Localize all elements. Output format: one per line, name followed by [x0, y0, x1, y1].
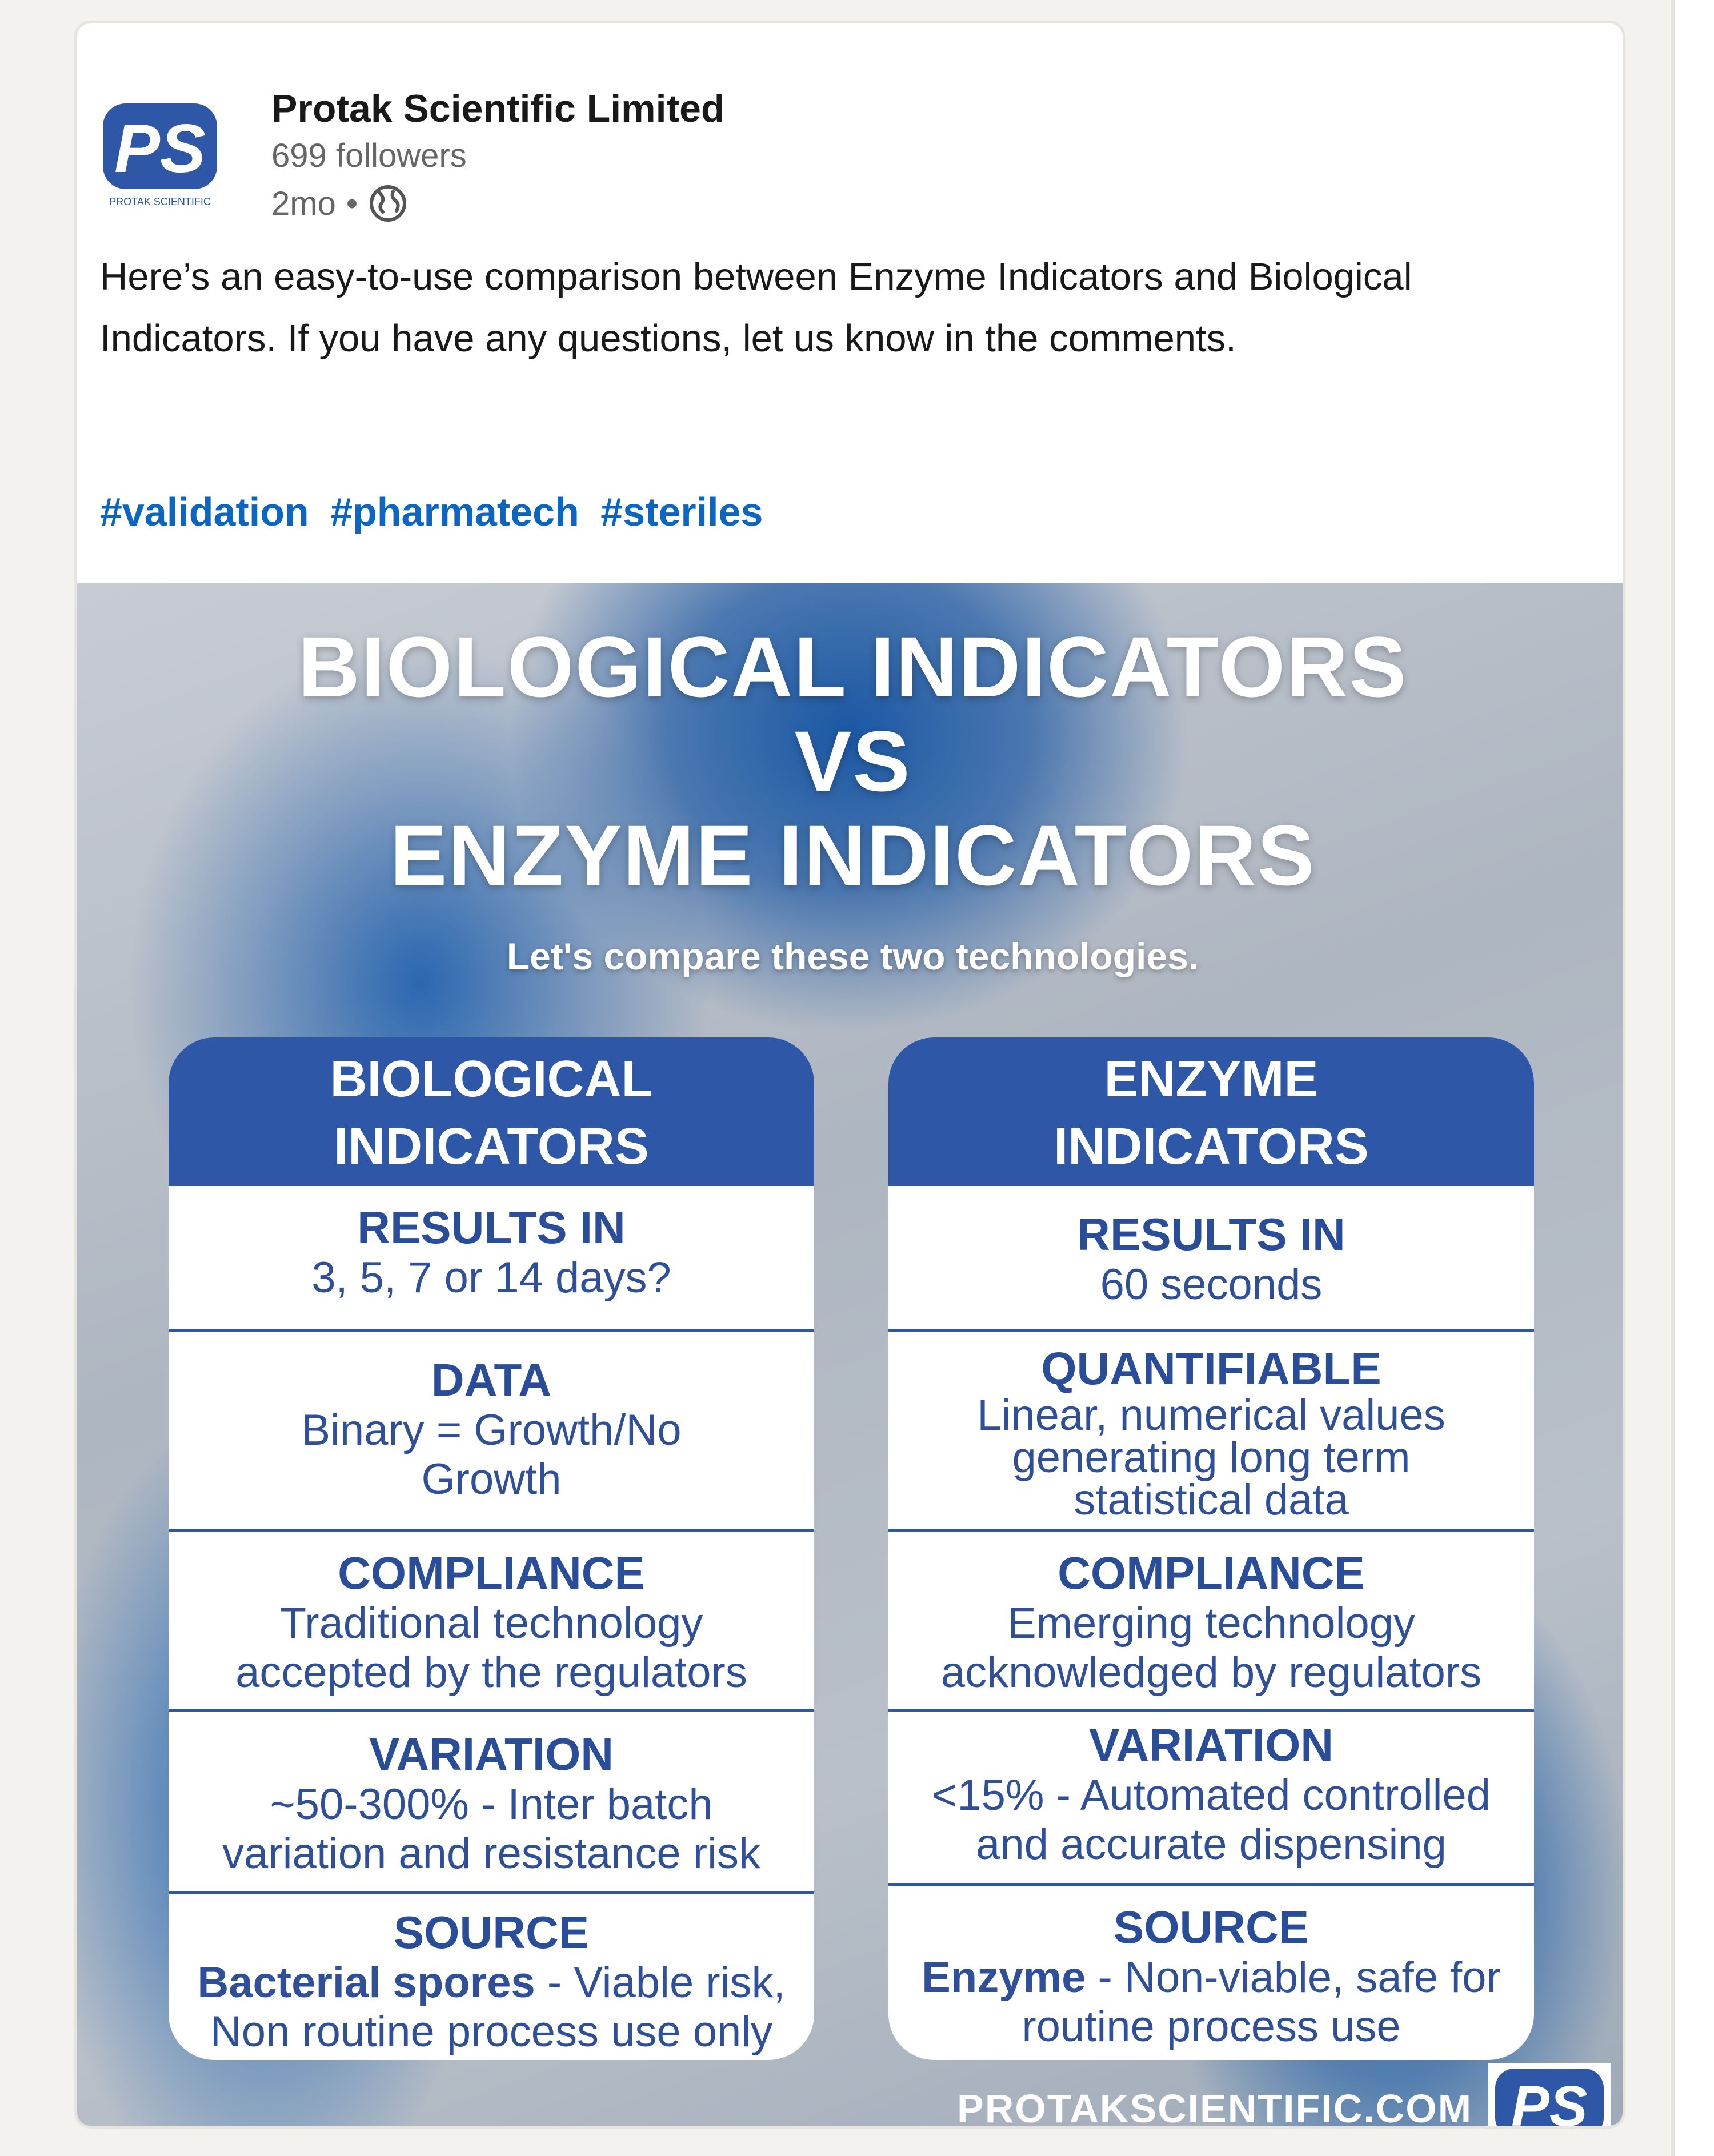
row-text-rest: - Viable risk, Non routine process use only: [210, 1958, 786, 2056]
row-title: SOURCE: [1113, 1902, 1309, 1953]
row-text: Traditional technology accepted by the regulators: [235, 1599, 747, 1697]
post-card: [74, 21, 1625, 2129]
right-rail: [1671, 0, 1714, 2156]
panel-header-line2: INDICATORS: [1054, 1118, 1369, 1175]
panel-header-line1: ENZYME: [1104, 1051, 1319, 1108]
hashtag-link[interactable]: #validation: [100, 490, 309, 534]
comparison-row: [169, 1329, 814, 1529]
comparison-row: [169, 1529, 814, 1709]
row-text-bold: Bacterial spores: [197, 1958, 535, 2007]
row-text: Linear, numerical values generating long term statistical data: [977, 1391, 1445, 1524]
company-logo-avatar[interactable]: [100, 98, 220, 212]
biological-indicators-panel: [169, 1037, 814, 2060]
comparison-row: [169, 1183, 814, 1329]
row-title: DATA: [431, 1354, 552, 1405]
row-text: ~50-300% - Inter batch variation and resistance risk: [222, 1780, 760, 1878]
row-text: 60 seconds: [1100, 1260, 1323, 1309]
row-text: [906, 1953, 1517, 2051]
avatar-logo-text: PS: [114, 110, 206, 187]
author-name[interactable]: Protak Scientific Limited: [271, 87, 725, 130]
row-title: QUANTIFIABLE: [1041, 1343, 1381, 1394]
row-title: SOURCE: [393, 1907, 590, 1958]
post-meta: [271, 183, 408, 223]
panel-header-line2: INDICATORS: [334, 1118, 649, 1175]
row-text: Emerging technology acknowledged by regulators: [940, 1599, 1482, 1697]
row-title: COMPLIANCE: [338, 1548, 645, 1598]
comparison-row: [888, 1529, 1534, 1709]
comparison-row: [888, 1183, 1534, 1329]
row-text-bold: Enzyme: [922, 1953, 1086, 2002]
enzyme-indicators-panel: [888, 1037, 1534, 2060]
row-title: RESULTS IN: [357, 1202, 626, 1253]
row-text: 3, 5, 7 or 14 days?: [311, 1253, 671, 1302]
hashtag-link[interactable]: #pharmatech: [330, 490, 579, 534]
meta-separator: •: [346, 185, 358, 222]
comparison-row: [888, 1883, 1534, 2060]
post-time: 2mo: [271, 185, 336, 222]
panel-header: [169, 1037, 814, 1183]
avatar-logo-caption: PROTAK SCIENTIFIC: [109, 196, 211, 207]
comparison-row: [888, 1329, 1534, 1529]
post-body-text: Here’s an easy-to-use comparison between Enzyme Indicators and Biological Indicators. If you have any questions, let us know in the comments.: [100, 255, 1412, 360]
row-text: <15% - Automated controlled and accurate dispensing: [931, 1771, 1491, 1869]
infographic-subtitle: Let's compare these two technologies.: [506, 935, 1199, 977]
panel-header: [888, 1037, 1534, 1183]
footer-website: PROTAKSCIENTIFIC.COM: [957, 2086, 1473, 2129]
footer-logo-text: PS: [1511, 2074, 1588, 2129]
row-title: RESULTS IN: [1077, 1209, 1345, 1260]
infographic-title-vs: VS: [794, 713, 911, 809]
hashtag-list: [100, 489, 773, 535]
comparison-row: [888, 1709, 1534, 1883]
post-image[interactable]: [77, 583, 1625, 2129]
row-text: [180, 1958, 803, 2057]
hashtag-link[interactable]: #steriles: [600, 490, 763, 534]
globe-icon: [368, 183, 408, 223]
follower-count: 699 followers: [271, 137, 467, 174]
row-title: VARIATION: [1088, 1720, 1334, 1770]
post-header: [100, 63, 1585, 223]
row-text: Binary = Growth/No Growth: [301, 1406, 682, 1504]
row-title: VARIATION: [369, 1729, 614, 1780]
infographic-title-line2: ENZYME INDICATORS: [390, 807, 1316, 903]
comparison-row: [169, 1709, 814, 1891]
row-title: COMPLIANCE: [1058, 1548, 1365, 1598]
comparison-row: [169, 1891, 814, 2060]
footer-logo: [1488, 2063, 1611, 2129]
panel-header-line1: BIOLOGICAL: [330, 1051, 653, 1108]
infographic-title-line1: BIOLOGICAL INDICATORS: [298, 619, 1408, 715]
row-text-rest: - Non-viable, safe for routine process use: [1022, 1953, 1501, 2051]
